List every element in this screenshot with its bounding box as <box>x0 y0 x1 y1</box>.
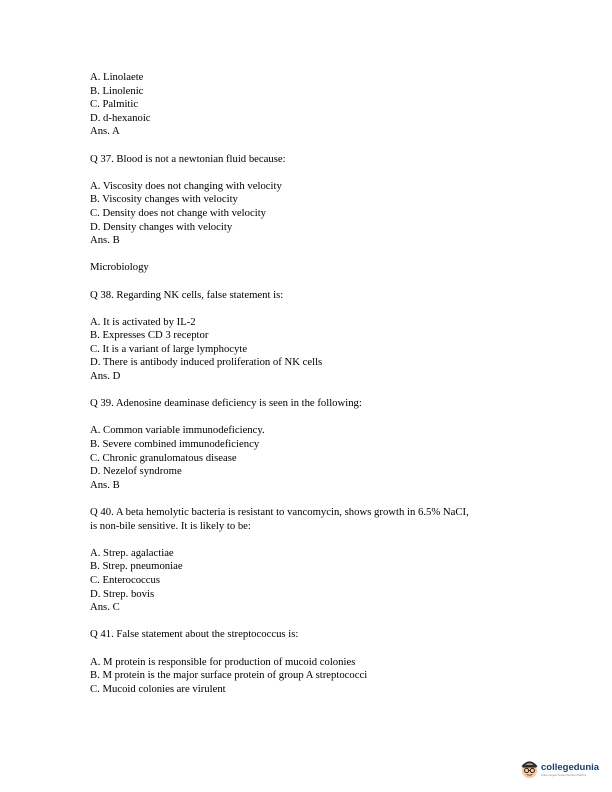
option-a: A. Strep. agalactiae <box>90 546 174 559</box>
student-face-icon <box>520 760 539 779</box>
answer: Ans. B <box>90 234 120 247</box>
logo-tagline: India's largest Student Review Platform <box>541 774 587 777</box>
option-b: B. Severe combined immunodeficiency <box>90 438 260 451</box>
option-a: A. Linolaete <box>90 71 144 83</box>
question-39 <box>90 397 550 492</box>
question-text-line-1: Q 40. A beta hemolytic bacteria is resistant to vancomycin, shows growth in 6.5% NaCI, <box>90 506 469 518</box>
option-d: D. There is antibody induced proliferation of NK cells <box>90 356 323 369</box>
option-b: B. Expresses CD 3 receptor <box>90 329 209 342</box>
logo-brand: collegedunia <box>541 762 600 773</box>
question-40 <box>90 506 550 615</box>
option-c: C. Chronic granulomatous disease <box>90 451 237 464</box>
question-37 <box>90 153 550 248</box>
option-a: A. It is activated by IL-2 <box>90 315 196 328</box>
option-b: B. Strep. pneumoniae <box>90 560 183 573</box>
question-text: Q 38. Regarding NK cells, false statement is: <box>90 288 284 301</box>
prev-question-options <box>90 71 550 139</box>
section-heading: Microbiology <box>90 261 149 274</box>
option-d: D. Strep. bovis <box>90 587 155 600</box>
option-a: A. Common variable immunodeficiency. <box>90 424 265 437</box>
question-text: Q 41. False statement about the streptococcus is: <box>90 628 299 641</box>
option-c: C. It is a variant of large lymphocyte <box>90 342 248 355</box>
question-41 <box>90 628 550 696</box>
option-b: B. M protein is the major surface protein of group A streptococci <box>90 669 368 682</box>
option-b: B. Viscosity changes with velocity <box>90 193 238 206</box>
document-body <box>90 71 550 696</box>
option-c: C. Mucoid colonies are virulent <box>90 682 226 695</box>
option-a: A. Viscosity does not changing with velocity <box>90 179 282 192</box>
question-text: Q 39. Adenosine deaminase deficiency is seen in the following: <box>90 397 362 410</box>
collegedunia-logo <box>520 758 606 784</box>
question-text-line-2: is non-bile sensitive. It is likely to be: <box>90 519 251 532</box>
answer: Ans. A <box>90 125 120 138</box>
answer: Ans. C <box>90 601 120 614</box>
answer: Ans. D <box>90 370 121 383</box>
answer: Ans. B <box>90 478 120 491</box>
option-a: A. M protein is responsible for production of mucoid colonies <box>90 655 356 668</box>
question-38 <box>90 289 550 384</box>
question-text: Q 37. Blood is not a newtonian fluid because: <box>90 152 286 165</box>
option-c: C. Density does not change with velocity <box>90 206 267 219</box>
option-d: D. d-hexanoic <box>90 111 151 124</box>
option-d: D. Density changes with velocity <box>90 220 233 233</box>
option-c: C. Enterococcus <box>90 573 161 586</box>
option-c: C. Palmitic <box>90 98 139 111</box>
option-b: B. Linolenic <box>90 84 144 97</box>
option-d: D. Nezelof syndrome <box>90 465 182 478</box>
